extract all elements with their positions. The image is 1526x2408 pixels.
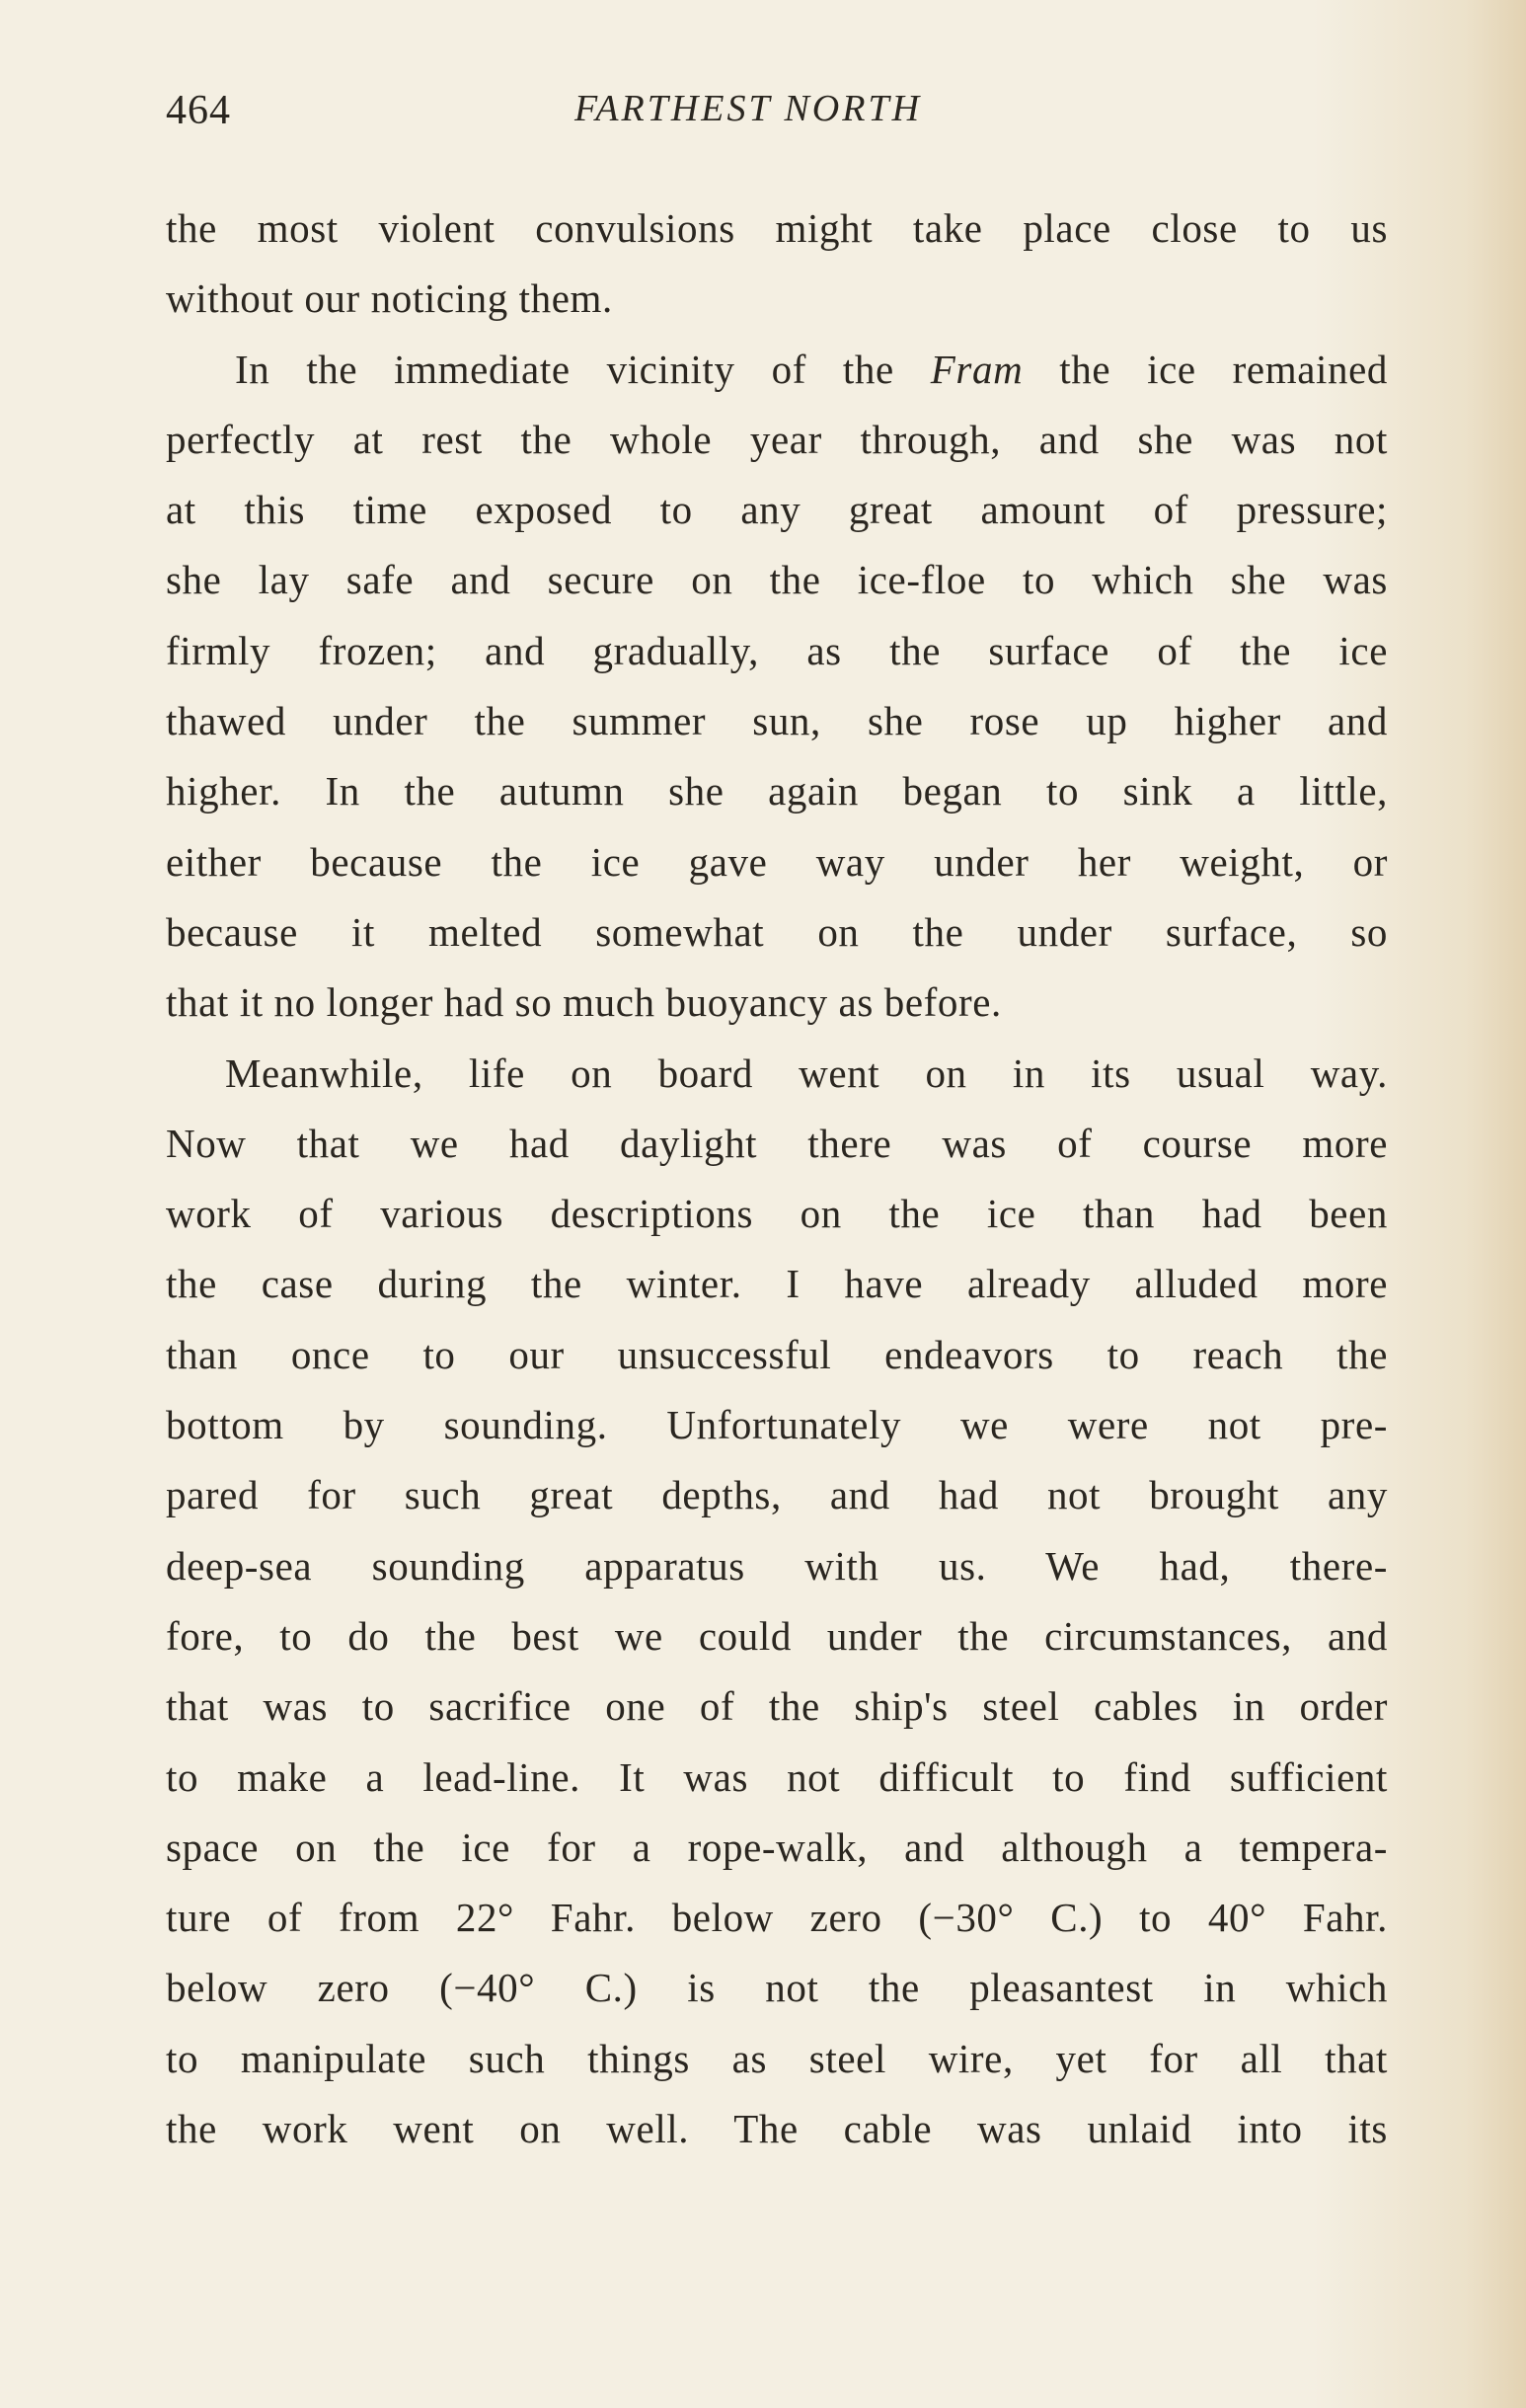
body-text	[166, 194, 1388, 2164]
text-line: deep-sea sounding apparatus with us. We had, there-	[166, 1542, 1388, 1589]
text-line: the work went on well. The cable was unlaid into its	[166, 2106, 1388, 2152]
text-line: because it melted somewhat on the under surface, so	[166, 908, 1388, 955]
text-line: below zero (−40° C.) is not the pleasantest in which	[166, 1965, 1388, 2011]
text-line: work of various descriptions on the ice than had been	[166, 1191, 1388, 1237]
paragraph-start-line	[166, 335, 1388, 405]
ship-name: Fram	[930, 346, 1024, 392]
text-line: than once to our unsuccessful endeavors to reach the	[166, 1331, 1388, 1377]
text-line: bottom by sounding. Unfortunately we were not pre-	[166, 1402, 1388, 1448]
running-title: FARTHEST NORTH	[573, 88, 923, 129]
text-line: ture of from 22° Fahr. below zero (−30° C.) to 40° Fahr.	[166, 1895, 1388, 1941]
text-line: either because the ice gave way under her weight, or	[166, 838, 1388, 885]
text-line: space on the ice for a rope-walk, and although a tempera-	[166, 1824, 1388, 1870]
text-line: thawed under the summer sun, she rose up higher and	[166, 698, 1388, 744]
text-line: she lay safe and secure on the ice-floe to which she was	[166, 557, 1388, 603]
text-line: that was to sacrifice one of the ship's steel cables in order	[166, 1683, 1388, 1730]
text-line: Now that we had daylight there was of course more	[166, 1120, 1388, 1166]
text-line: the case during the winter. I have already alluded more	[166, 1261, 1388, 1307]
text-line: perfectly at rest the whole year through, and she was not	[166, 416, 1388, 462]
page-header	[166, 87, 1388, 146]
text-line: fore, to do the best we could under the circumstances, and	[166, 1612, 1388, 1659]
text-line: at this time exposed to any great amount of pressure;	[166, 487, 1388, 533]
text-line: pared for such great depths, and had not brought any	[166, 1472, 1388, 1518]
text-line: higher. In the autumn she again began to sink a little,	[166, 768, 1388, 815]
text-line: to make a lead-line. It was not difficult to find sufficient	[166, 1753, 1388, 1800]
text-run: In the immediate vicinity of the	[235, 346, 931, 392]
text-line: that it no longer had so much buoyancy as before.	[166, 979, 1002, 1026]
text-run: the ice remained	[1023, 346, 1388, 392]
text-line: the most violent convulsions might take place close to us	[166, 205, 1388, 251]
page-number: 464	[166, 88, 231, 133]
text-line: without our noticing them.	[166, 275, 613, 322]
paragraph-start-line: Meanwhile, life on board went on in its usual way.	[225, 1049, 1388, 1096]
text-line: firmly frozen; and gradually, as the surface of the ice	[166, 627, 1388, 673]
text-line: to manipulate such things as steel wire, yet for all that	[166, 2035, 1388, 2081]
